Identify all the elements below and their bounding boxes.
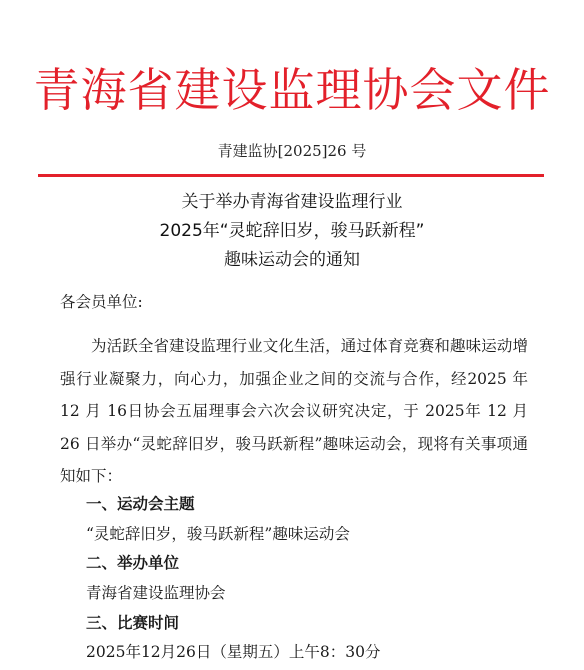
section-heading-organizer: 二、举办单位 bbox=[86, 553, 180, 572]
notice-title-line: 趣味运动会的通知 bbox=[224, 250, 360, 270]
notice-title-line: 关于举办青海省建设监理行业 bbox=[181, 192, 403, 212]
red-divider-line bbox=[38, 174, 544, 177]
document-header-title: 青海省建设监理协会文件 bbox=[33, 63, 551, 117]
section-heading-theme: 一、运动会主题 bbox=[86, 494, 195, 513]
section-heading-time: 三、比赛时间 bbox=[86, 613, 180, 632]
section-content-time: 2025年12月26日（星期五）上午8：30分 bbox=[86, 643, 381, 661]
section-content-organizer: 青海省建设监理协会 bbox=[86, 584, 226, 602]
intro-paragraph: 为活跃全省建设监理行业文化生活，通过体育竞赛和趣味运动增强行业凝聚力，向心力，加强企业之间的交流与合作，经2025 年 12 月 16日协会五届理事会六次会议研究决定，于 2025年 12 月 26 日举办“灵蛇辞旧岁，骏马跃新程”趣味运动会，现将有关事项通知如下： bbox=[60, 337, 528, 485]
section-content-theme: “灵蛇辞旧岁，骏马跃新程”趣味运动会 bbox=[86, 525, 350, 543]
notice-title bbox=[0, 188, 584, 275]
notice-title-line: 2025年“灵蛇辞旧岁，骏马跃新程” bbox=[159, 221, 425, 241]
document-number: 青建监协[2025]26 号 bbox=[217, 142, 367, 160]
salutation: 各会员单位: bbox=[60, 293, 143, 311]
